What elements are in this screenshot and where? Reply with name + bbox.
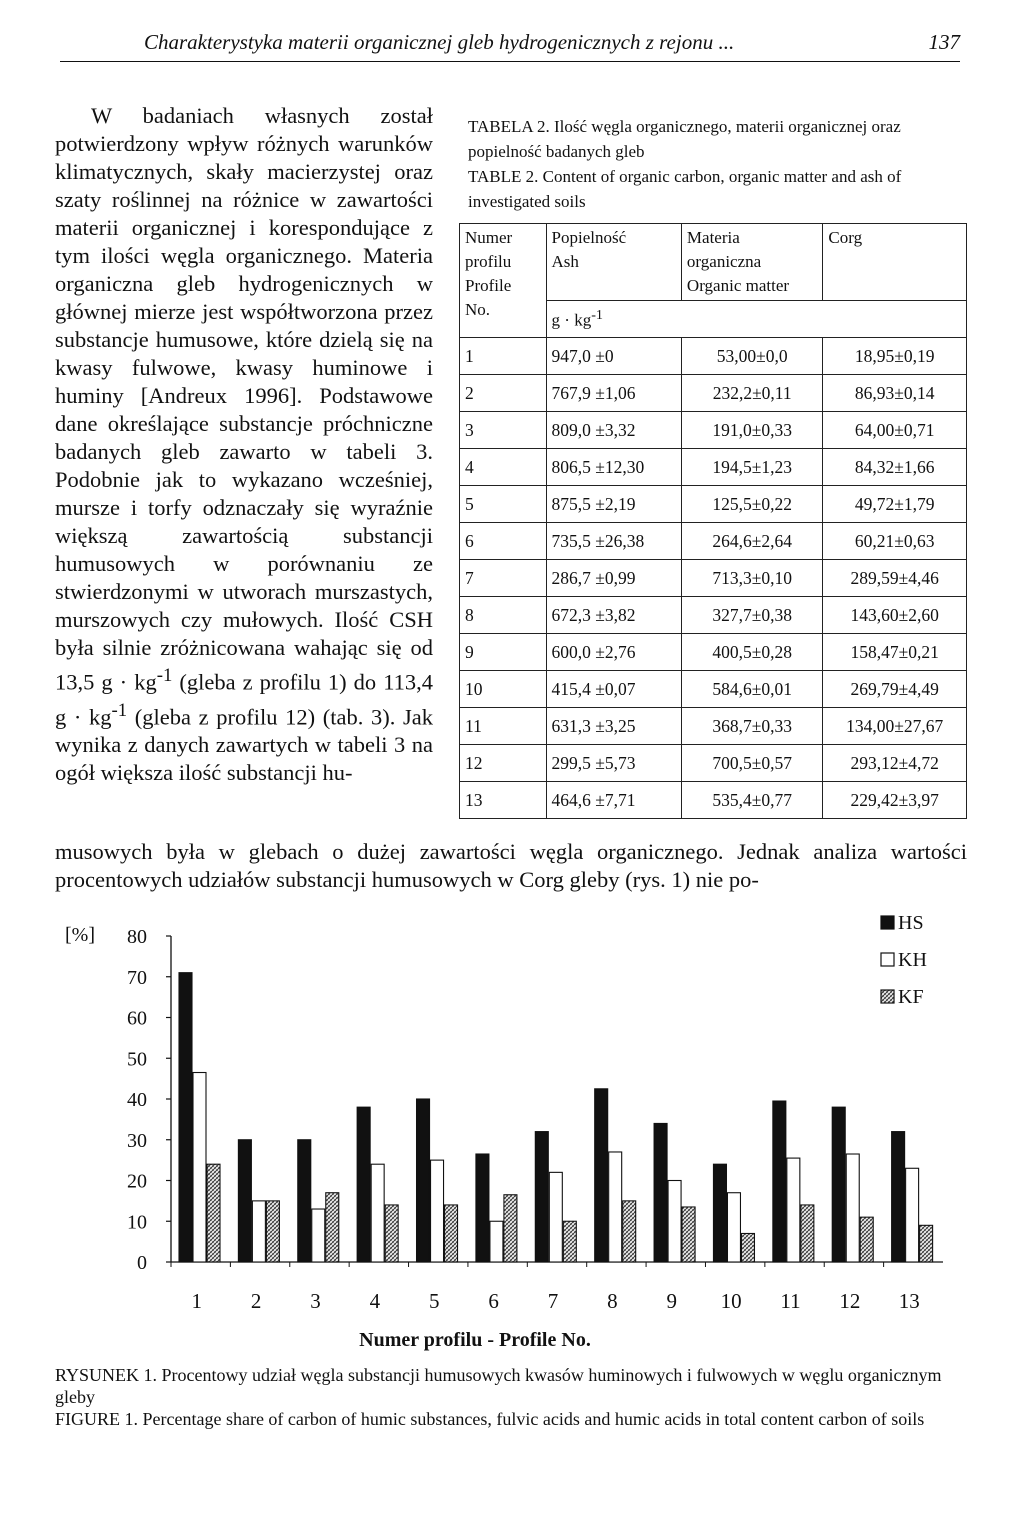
body-text-c: (gleba z profilu 12) (tab. 3). Jak wynika z danych zawartych w tabeli 3 na ogół większa ilość substancji hu- bbox=[55, 704, 433, 785]
legend-swatch-kf bbox=[881, 990, 894, 1003]
bar-kf bbox=[504, 1195, 517, 1262]
bar-kh bbox=[906, 1168, 919, 1262]
table-row bbox=[460, 412, 967, 449]
table-row bbox=[460, 634, 967, 671]
cell-ash: 464,6 ±7,71 bbox=[546, 782, 681, 819]
table-row bbox=[460, 671, 967, 708]
cell-profile: 12 bbox=[460, 745, 547, 782]
cell-corg: 269,79±4,49 bbox=[823, 671, 967, 708]
table-row bbox=[460, 745, 967, 782]
header-corg: Corg bbox=[823, 224, 967, 301]
table-row bbox=[460, 708, 967, 745]
table-row bbox=[460, 375, 967, 412]
cell-ash: 735,5 ±26,38 bbox=[546, 523, 681, 560]
bar-kf bbox=[445, 1205, 458, 1262]
cell-organic-matter: 264,6±2,64 bbox=[681, 523, 823, 560]
bar-kf bbox=[860, 1217, 873, 1262]
cell-ash: 299,5 ±5,73 bbox=[546, 745, 681, 782]
bar-hs bbox=[773, 1101, 786, 1262]
bar-hs bbox=[654, 1123, 667, 1262]
cell-organic-matter: 535,4±0,77 bbox=[681, 782, 823, 819]
cell-corg: 134,00±27,67 bbox=[823, 708, 967, 745]
body-text-a: W badaniach własnych został potwierdzony wpływ różnych warunków klimatycznych, skały macierzystej oraz szaty roślinnej na różnice w zawartości materii organicznej i korespondujące z tym ilości węgla organicznego. Materia organiczna gleb hydrogenicznych w głównej mierze jest współtworzona przez substancje humusowe, które dzielą się na kwasy fulwowe, kwasy huminowe i huminy [Andreux 1996]. Podstawowe dane określające substancje próchniczne badanych gleb zawarto w tabeli 3. Podobnie jak to wykazano wcześniej, mursze i torfy odznaczały się wyraźnie większą zawartością substancji humusowych w porównaniu ze stwierdzonymi w utworach murszastych, murszowych czy mułowych. Ilość CSH była silnie zróżnicowana wahając się od 13,5 g · kg bbox=[55, 103, 433, 695]
bar-kh bbox=[668, 1181, 681, 1263]
cell-corg: 86,93±0,14 bbox=[823, 375, 967, 412]
bar-kf bbox=[385, 1205, 398, 1262]
bar-kh bbox=[787, 1158, 800, 1262]
body-text-b: (gleba z profilu 1) do 113,4 g · kg bbox=[55, 669, 433, 729]
cell-profile: 5 bbox=[460, 486, 547, 523]
chart-canvas bbox=[55, 908, 975, 1351]
cell-profile: 6 bbox=[460, 523, 547, 560]
cell-ash: 600,0 ±2,76 bbox=[546, 634, 681, 671]
y-tick-label: 30 bbox=[127, 1129, 147, 1152]
bar-kh bbox=[252, 1201, 265, 1262]
cell-organic-matter: 191,0±0,33 bbox=[681, 412, 823, 449]
cell-corg: 64,00±0,71 bbox=[823, 412, 967, 449]
legend-swatch-kh bbox=[881, 953, 894, 966]
figure-caption bbox=[55, 1364, 975, 1430]
running-header bbox=[60, 30, 960, 64]
bar-kh bbox=[431, 1160, 444, 1262]
cell-profile: 7 bbox=[460, 560, 547, 597]
cell-organic-matter: 584,6±0,01 bbox=[681, 671, 823, 708]
legend-label: KF bbox=[898, 986, 924, 1008]
cell-ash: 806,5 ±12,30 bbox=[546, 449, 681, 486]
bar-kf bbox=[563, 1221, 576, 1262]
body-paragraph bbox=[55, 102, 433, 787]
running-title: Charakterystyka materii organicznej gleb hydrogenicznych z rejonu ... bbox=[144, 30, 735, 54]
y-tick-label: 70 bbox=[127, 966, 147, 989]
cell-corg: 18,95±0,19 bbox=[823, 338, 967, 375]
header-organic-matter: Materia organiczna Organic matter bbox=[681, 224, 823, 301]
x-tick-label: 7 bbox=[547, 1289, 559, 1313]
bar-kh bbox=[490, 1221, 503, 1262]
continuation-text: musowych była w glebach o dużej zawartości węgla organicznego. Jednak analiza wartości procentowych udziałów substancji humusowych w Corg gleby (rys. 1) nie po- bbox=[55, 839, 967, 892]
x-tick-label: 12 bbox=[839, 1289, 861, 1313]
bar-kh bbox=[312, 1209, 325, 1262]
cell-organic-matter: 194,5±1,23 bbox=[681, 449, 823, 486]
x-tick-label: 10 bbox=[720, 1289, 742, 1313]
bar-kf bbox=[326, 1193, 339, 1262]
bar-hs bbox=[535, 1132, 548, 1262]
legend-label: KH bbox=[898, 949, 927, 971]
bar-hs bbox=[832, 1107, 845, 1262]
x-tick-label: 4 bbox=[369, 1289, 381, 1313]
cell-corg: 143,60±2,60 bbox=[823, 597, 967, 634]
bar-hs bbox=[476, 1154, 489, 1262]
table-row bbox=[460, 782, 967, 819]
bar-hs bbox=[892, 1132, 905, 1262]
soil-table bbox=[459, 223, 967, 819]
unit-superscript: -1 bbox=[156, 665, 173, 686]
bar-kf bbox=[623, 1201, 636, 1262]
cell-profile: 4 bbox=[460, 449, 547, 486]
table-row bbox=[460, 338, 967, 375]
cell-profile: 10 bbox=[460, 671, 547, 708]
x-tick-label: 3 bbox=[310, 1289, 321, 1313]
y-tick-label: 10 bbox=[127, 1211, 147, 1234]
x-tick-label: 8 bbox=[607, 1289, 618, 1313]
table-row bbox=[460, 597, 967, 634]
bar-hs bbox=[357, 1107, 370, 1262]
x-tick-label: 1 bbox=[191, 1289, 202, 1313]
cell-profile: 8 bbox=[460, 597, 547, 634]
x-tick-label: 13 bbox=[898, 1289, 920, 1313]
y-axis-label: [%] bbox=[65, 924, 95, 946]
bar-hs bbox=[179, 973, 192, 1262]
cell-profile: 1 bbox=[460, 338, 547, 375]
cell-ash: 947,0 ±0 bbox=[546, 338, 681, 375]
cell-ash: 415,4 ±0,07 bbox=[546, 671, 681, 708]
cell-organic-matter: 400,5±0,28 bbox=[681, 634, 823, 671]
table-row bbox=[460, 449, 967, 486]
cell-ash: 767,9 ±1,06 bbox=[546, 375, 681, 412]
x-tick-label: 11 bbox=[780, 1289, 801, 1313]
y-tick-label: 50 bbox=[127, 1048, 147, 1071]
cell-organic-matter: 232,2±0,11 bbox=[681, 375, 823, 412]
table-row bbox=[460, 486, 967, 523]
cell-corg: 293,12±4,72 bbox=[823, 745, 967, 782]
cell-corg: 229,42±3,97 bbox=[823, 782, 967, 819]
cell-profile: 13 bbox=[460, 782, 547, 819]
figure-caption-en: FIGURE 1. Percentage share of carbon of humic substances, fulvic acids and humic acids in total content carbon of soils bbox=[55, 1409, 925, 1429]
cell-ash: 672,3 ±3,82 bbox=[546, 597, 681, 634]
bar-kf bbox=[682, 1207, 695, 1262]
table-caption-en: TABLE 2. Content of organic carbon, organic matter and ash of investigated soils bbox=[468, 167, 902, 211]
legend-swatch-hs bbox=[881, 916, 894, 929]
figure-caption-pl: RYSUNEK 1. Procentowy udział węgla substancji humusowych kwasów huminowych i fulwowych w węglu organicznym gleby bbox=[55, 1365, 942, 1407]
cell-corg: 84,32±1,66 bbox=[823, 449, 967, 486]
bar-kf bbox=[920, 1225, 933, 1262]
bar-kf bbox=[266, 1201, 279, 1262]
x-tick-label: 6 bbox=[488, 1289, 499, 1313]
cell-profile: 11 bbox=[460, 708, 547, 745]
cell-profile: 9 bbox=[460, 634, 547, 671]
cell-corg: 158,47±0,21 bbox=[823, 634, 967, 671]
legend-label: HS bbox=[898, 912, 924, 934]
cell-ash: 631,3 ±3,25 bbox=[546, 708, 681, 745]
table-row bbox=[460, 523, 967, 560]
bar-kh bbox=[846, 1154, 859, 1262]
bar-kh bbox=[371, 1164, 384, 1262]
unit-superscript: -1 bbox=[111, 699, 128, 721]
bar-hs bbox=[713, 1164, 726, 1262]
body-paragraph-continuation bbox=[55, 838, 967, 894]
cell-corg: 289,59±4,46 bbox=[823, 560, 967, 597]
cell-organic-matter: 700,5±0,57 bbox=[681, 745, 823, 782]
bar-hs bbox=[238, 1140, 251, 1262]
cell-organic-matter: 713,3±0,10 bbox=[681, 560, 823, 597]
table-caption-pl: TABELA 2. Ilość węgla organicznego, materii organicznej oraz popielność badanych gleb bbox=[468, 117, 901, 161]
table-caption bbox=[468, 114, 973, 214]
bar-chart bbox=[55, 908, 975, 1351]
x-tick-label: 2 bbox=[250, 1289, 262, 1313]
y-tick-label: 40 bbox=[127, 1089, 147, 1111]
cell-corg: 49,72±1,79 bbox=[823, 486, 967, 523]
cell-ash: 286,7 ±0,99 bbox=[546, 560, 681, 597]
x-axis-label: Numer profilu - Profile No. bbox=[359, 1329, 591, 1351]
cell-profile: 3 bbox=[460, 412, 547, 449]
bar-hs bbox=[595, 1089, 608, 1262]
y-tick-label: 80 bbox=[127, 926, 147, 948]
cell-ash: 809,0 ±3,32 bbox=[546, 412, 681, 449]
bar-kh bbox=[727, 1193, 740, 1262]
y-tick-label: 0 bbox=[137, 1252, 147, 1274]
header-profile: Numer profilu Profile No. bbox=[460, 224, 547, 338]
header-unit: $g \cdot kg^{-1}$ bbox=[546, 301, 966, 338]
bar-hs bbox=[417, 1099, 430, 1262]
bar-kh bbox=[549, 1172, 562, 1262]
cell-organic-matter: 53,00±0,0 bbox=[681, 338, 823, 375]
cell-profile: 2 bbox=[460, 375, 547, 412]
x-tick-label: 5 bbox=[428, 1289, 440, 1313]
cell-organic-matter: 125,5±0,22 bbox=[681, 486, 823, 523]
y-tick-label: 20 bbox=[127, 1170, 147, 1193]
bar-kh bbox=[193, 1073, 206, 1262]
cell-organic-matter: 327,7±0,38 bbox=[681, 597, 823, 634]
bar-kf bbox=[741, 1233, 754, 1262]
bar-hs bbox=[298, 1140, 311, 1262]
bar-kf bbox=[207, 1164, 220, 1262]
y-tick-label: 60 bbox=[127, 1007, 147, 1030]
cell-organic-matter: 368,7±0,33 bbox=[681, 708, 823, 745]
bar-kh bbox=[609, 1152, 622, 1262]
bar-kf bbox=[801, 1205, 814, 1262]
x-tick-label: 9 bbox=[666, 1289, 678, 1313]
cell-corg: 60,21±0,63 bbox=[823, 523, 967, 560]
table-row bbox=[460, 560, 967, 597]
table-body bbox=[460, 338, 967, 819]
page-number: 137 bbox=[928, 30, 960, 54]
header-rule bbox=[60, 61, 960, 62]
header-ash: Popielność Ash bbox=[546, 224, 681, 301]
cell-ash: 875,5 ±2,19 bbox=[546, 486, 681, 523]
